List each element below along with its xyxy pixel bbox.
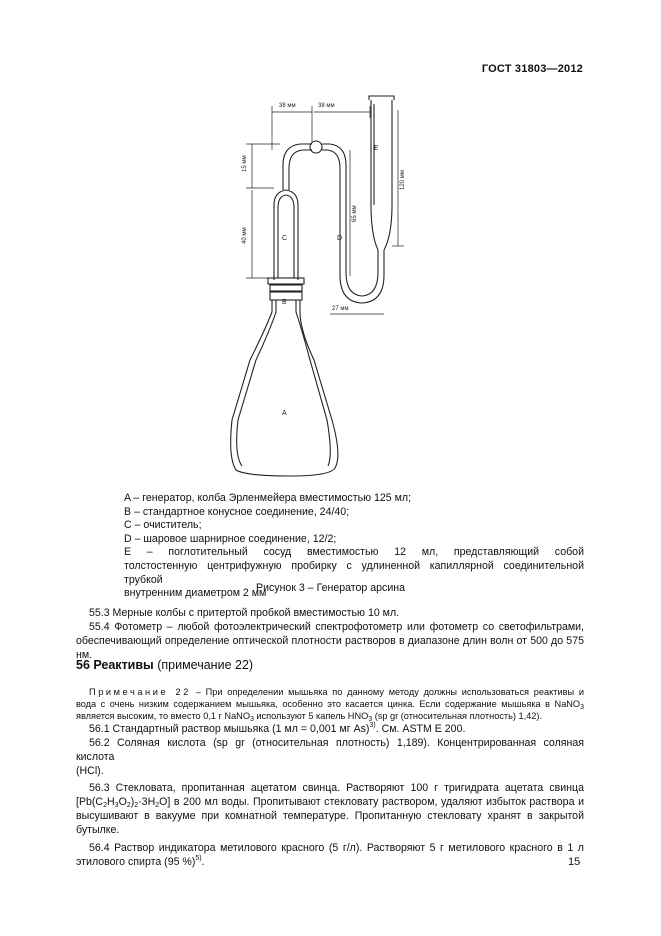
dim-65mm: 65 мм [352, 205, 358, 222]
item-56-2: 56.2 Соляная кислота (sp gr (относительная плотность) 1,189). Концентрированная соляная кислота [76, 737, 584, 763]
label-b: B [282, 299, 287, 306]
page-number: 15 [568, 856, 581, 868]
legend-item-b: B – стандартное конусное соединение, 24/40; [124, 505, 350, 518]
item-55-3: 55.3 Мерные колбы с притертой пробкой вместимостью 10 мл. [89, 607, 400, 619]
note-label: Примечание 22 [89, 687, 191, 697]
label-d: D [337, 235, 343, 242]
item-56-3: 56.3 Стекловата, пропитанная ацетатом свинца. Растворяют 100 г тригидрата ацетата свинца [89, 782, 584, 794]
items-56: 56.1 Стандартный раствор мышьяка (1 мл = 0,001 мг As)$^{3)}$. См. ASTM E 200. 56.2 Соляная кислота (sp gr (относительная плотность) 1,189). Концентрированная соляная кислота (HCl). 56.3 Стекловата, пропитанная ацетатом свинца. Растворяют 100 г тригидрата ацетата свинца $[Pb(C_2H_3O_2)_2\cdot 3H_2O]$ в 200 мл воды. Пропитывают стекловату раствором, удаляют избыток раствора и высушивают в вакууме при комнатной температуре. Пропитанную стекловату хранят в закрытой бутылке. 56.4 Раствор индикатора метилового красного (5 г/л). Растворяют 5 г метилового красного в 1 л этилового спирта (95 %)$^{5)}$. [76, 722, 584, 868]
label-e: E [374, 145, 379, 152]
arsine-generator-figure [200, 88, 430, 488]
item-56-1: 56.1 Стандартный раствор мышьяка (1 мл = 0,001 мг As) [89, 723, 370, 735]
dim-40mm: 40 мм [242, 227, 248, 244]
label-c: C [282, 235, 288, 242]
dim-38mm-right: 38 мм [318, 103, 335, 109]
section-title: 56 Реактивы [76, 658, 154, 672]
section-note-ref: (примечание 22) [157, 658, 254, 672]
dim-15mm: 15 мм [242, 155, 248, 172]
dim-38mm-left: 38 мм [279, 103, 296, 109]
item-55-4-cont: обеспечивающий определение оптической плотности растворов в диапазоне длин волн от 500 до 575 нм. [76, 635, 584, 661]
item-55-4: 55.4 Фотометр – любой фотоэлектрический спектрофотометр или фотометр со светофильтрами, [89, 621, 584, 633]
legend-item-e: E – поглотительный сосуд вместимостью 12 мл, представляющий собой [124, 546, 584, 559]
legend-item-c: C – очиститель; [124, 519, 202, 532]
figure-caption: Рисунок 3 – Генератор арсина [256, 582, 405, 594]
legend-item-d: D – шаровое шарнирное соединение, 12/2; [124, 532, 337, 545]
note-22: Примечание 22 – При определении мышьяка по данному методу должны использоваться реактивы и вода с очень низким содержанием мышьяка, особенно это касается цинка. Если содержание мышьяка в NaNO$_3$ является высоким, то вместо 0,1 г NaNO$_3$ используют 5 капель $HNO_3$ (sp gr (относительная плотность) 1,42). [76, 687, 584, 724]
legend-item-e-cont: толстостенную центрифужную пробирку с удлиненной капиллярной соединительной трубкой [124, 559, 584, 586]
section-heading [76, 658, 253, 672]
legend-item-a: A – генератор, колба Эрленмейера вместимостью 125 мл; [124, 492, 412, 504]
label-a: A [282, 410, 287, 417]
dim-27mm: 27 мм [332, 306, 349, 312]
flask-outline [231, 300, 338, 476]
dim-120mm: 120 мм [400, 170, 406, 190]
items-55 [76, 606, 584, 662]
standard-header: ГОСТ 31803—2012 [481, 63, 583, 75]
item-56-4: 56.4 Раствор индикатора метилового красного (5 г/л). Растворяют 5 г метилового красного в 1 л [89, 842, 584, 854]
legend-item-e-end: внутренним диаметром 2 мм [124, 587, 267, 600]
